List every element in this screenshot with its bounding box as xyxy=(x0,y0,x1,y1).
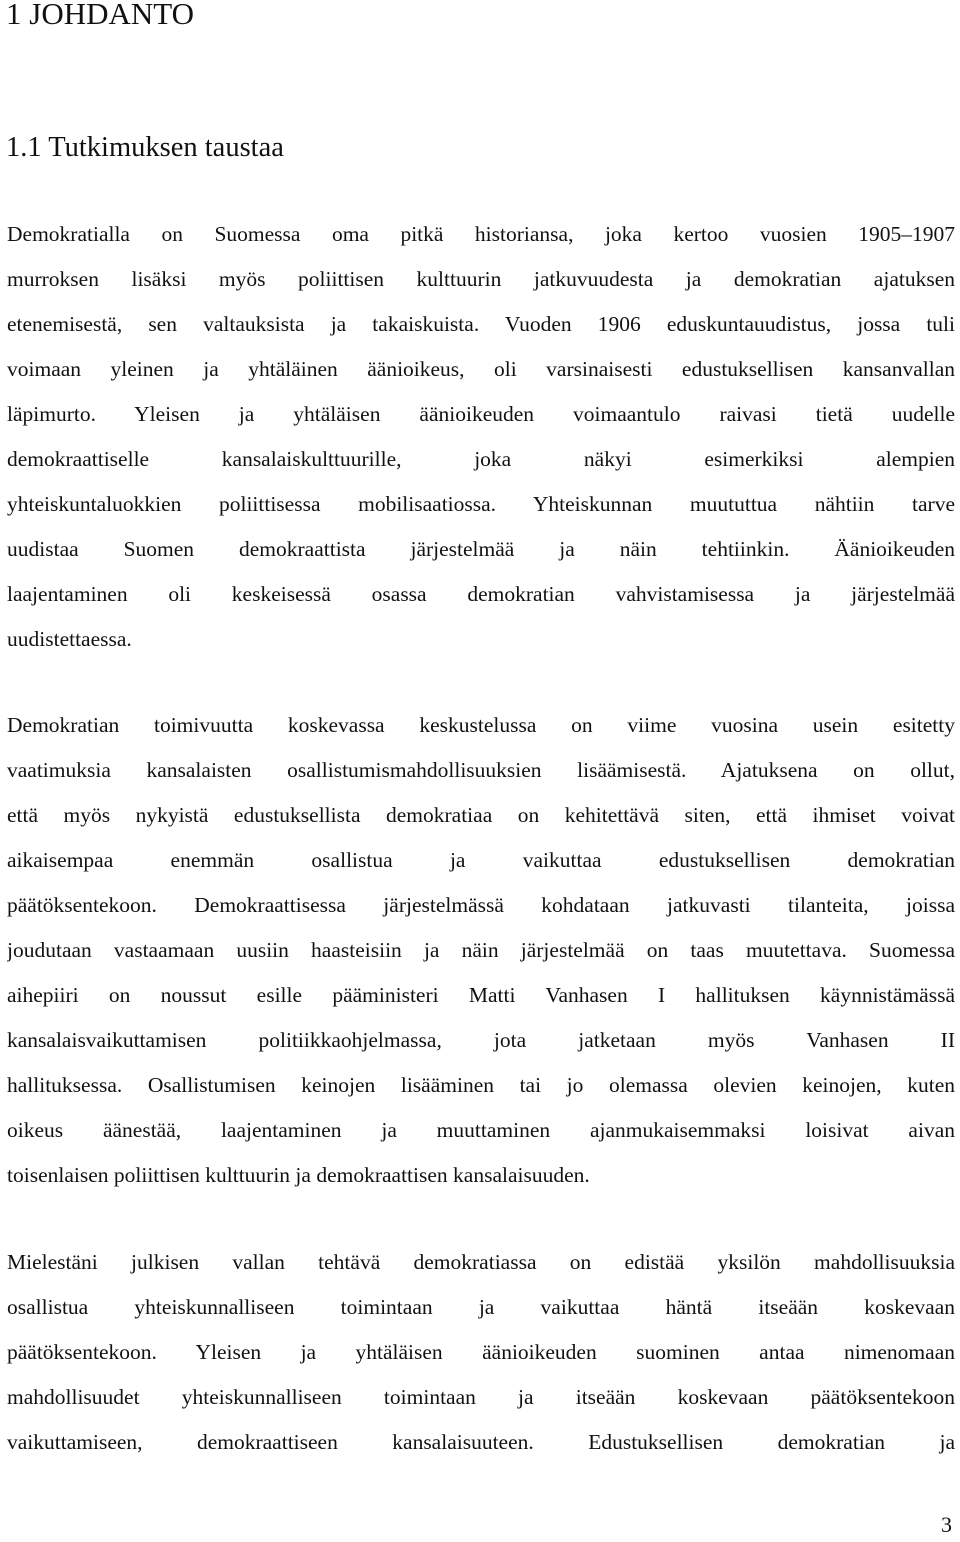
paragraph-1 xyxy=(7,212,955,662)
paragraph-line: voimaan yleinen ja yhtäläinen äänioikeus, oli varsinaisesti edustuksellisen kansanvallan xyxy=(7,357,955,381)
paragraph-line: joudutaan vastaamaan uusiin haasteisiin ja näin järjestelmää on taas muutettava. Suomessa xyxy=(7,938,955,962)
paragraph-line: aihepiiri on noussut esille pääministeri Matti Vanhasen I hallituksen käynnistämässä xyxy=(7,983,955,1007)
paragraph-line: kansalaisvaikuttamisen politiikkaohjelmassa, jota jatketaan myös Vanhasen II xyxy=(7,1028,955,1052)
paragraph-line: toisenlaisen poliittisen kulttuurin ja demokraattisen kansalaisuuden. xyxy=(7,1163,590,1187)
paragraph-line: uudistaa Suomen demokraattista järjestelmää ja näin tehtiinkin. Äänioikeuden xyxy=(7,537,955,561)
paragraph-line: Demokratian toimivuutta koskevassa keskustelussa on viime vuosina usein esitetty xyxy=(7,713,955,737)
paragraph-2 xyxy=(7,703,955,1198)
paragraph-line: osallistua yhteiskunnalliseen toimintaan ja vaikuttaa häntä itseään koskevaan xyxy=(7,1295,955,1319)
paragraph-3 xyxy=(7,1240,955,1465)
chapter-heading: 1 JOHDANTO xyxy=(6,0,195,31)
paragraph-line: laajentaminen oli keskeisessä osassa demokratian vahvistamisessa ja järjestelmää xyxy=(7,582,955,606)
page-number: 3 xyxy=(941,1512,952,1537)
paragraph-line: uudistettaessa. xyxy=(7,627,132,651)
paragraph-line: murroksen lisäksi myös poliittisen kulttuurin jatkuvuudesta ja demokratian ajatuksen xyxy=(7,267,955,291)
paragraph-line: Demokratialla on Suomessa oma pitkä historiansa, joka kertoo vuosien 1905–1907 xyxy=(7,222,955,246)
paragraph-line: päätöksentekoon. Demokraattisessa järjestelmässä kohdataan jatkuvasti tilanteita, joissa xyxy=(7,893,955,917)
paragraph-line: hallituksessa. Osallistumisen keinojen lisääminen tai jo olemassa olevien keinojen, kuten xyxy=(7,1073,955,1097)
paragraph-line: mahdollisuudet yhteiskunnalliseen toimintaan ja itseään koskevaan päätöksentekoon xyxy=(7,1385,955,1409)
paragraph-line: aikaisempaa enemmän osallistua ja vaikuttaa edustuksellisen demokratian xyxy=(7,848,955,872)
paragraph-line: oikeus äänestää, laajentaminen ja muuttaminen ajanmukaisemmaksi loisivat aivan xyxy=(7,1118,955,1142)
paragraph-line: päätöksentekoon. Yleisen ja yhtäläisen äänioikeuden suominen antaa nimenomaan xyxy=(7,1340,955,1364)
section-heading: 1.1 Tutkimuksen taustaa xyxy=(6,132,284,163)
paragraph-line: vaikuttamiseen, demokraattiseen kansalaisuuteen. Edustuksellisen demokratian ja xyxy=(7,1430,955,1454)
paragraph-line: demokraattiselle kansalaiskulttuurille, joka näkyi esimerkiksi alempien xyxy=(7,447,955,471)
paragraph-line: läpimurto. Yleisen ja yhtäläisen äänioikeuden voimaantulo raivasi tietä uudelle xyxy=(7,402,955,426)
paragraph-line: yhteiskuntaluokkien poliittisessa mobilisaatiossa. Yhteiskunnan muututtua nähtiin tarve xyxy=(7,492,955,516)
paragraph-line: Mielestäni julkisen vallan tehtävä demokratiassa on edistää yksilön mahdollisuuksia xyxy=(7,1250,955,1274)
paragraph-line: vaatimuksia kansalaisten osallistumismahdollisuuksien lisäämisestä. Ajatuksena on ollut, xyxy=(7,758,955,782)
paragraph-line: että myös nykyistä edustuksellista demokratiaa on kehitettävä siten, että ihmiset voivat xyxy=(7,803,955,827)
paragraph-line: etenemisestä, sen valtauksista ja takaiskuista. Vuoden 1906 eduskuntauudistus, jossa tuli xyxy=(7,312,955,336)
